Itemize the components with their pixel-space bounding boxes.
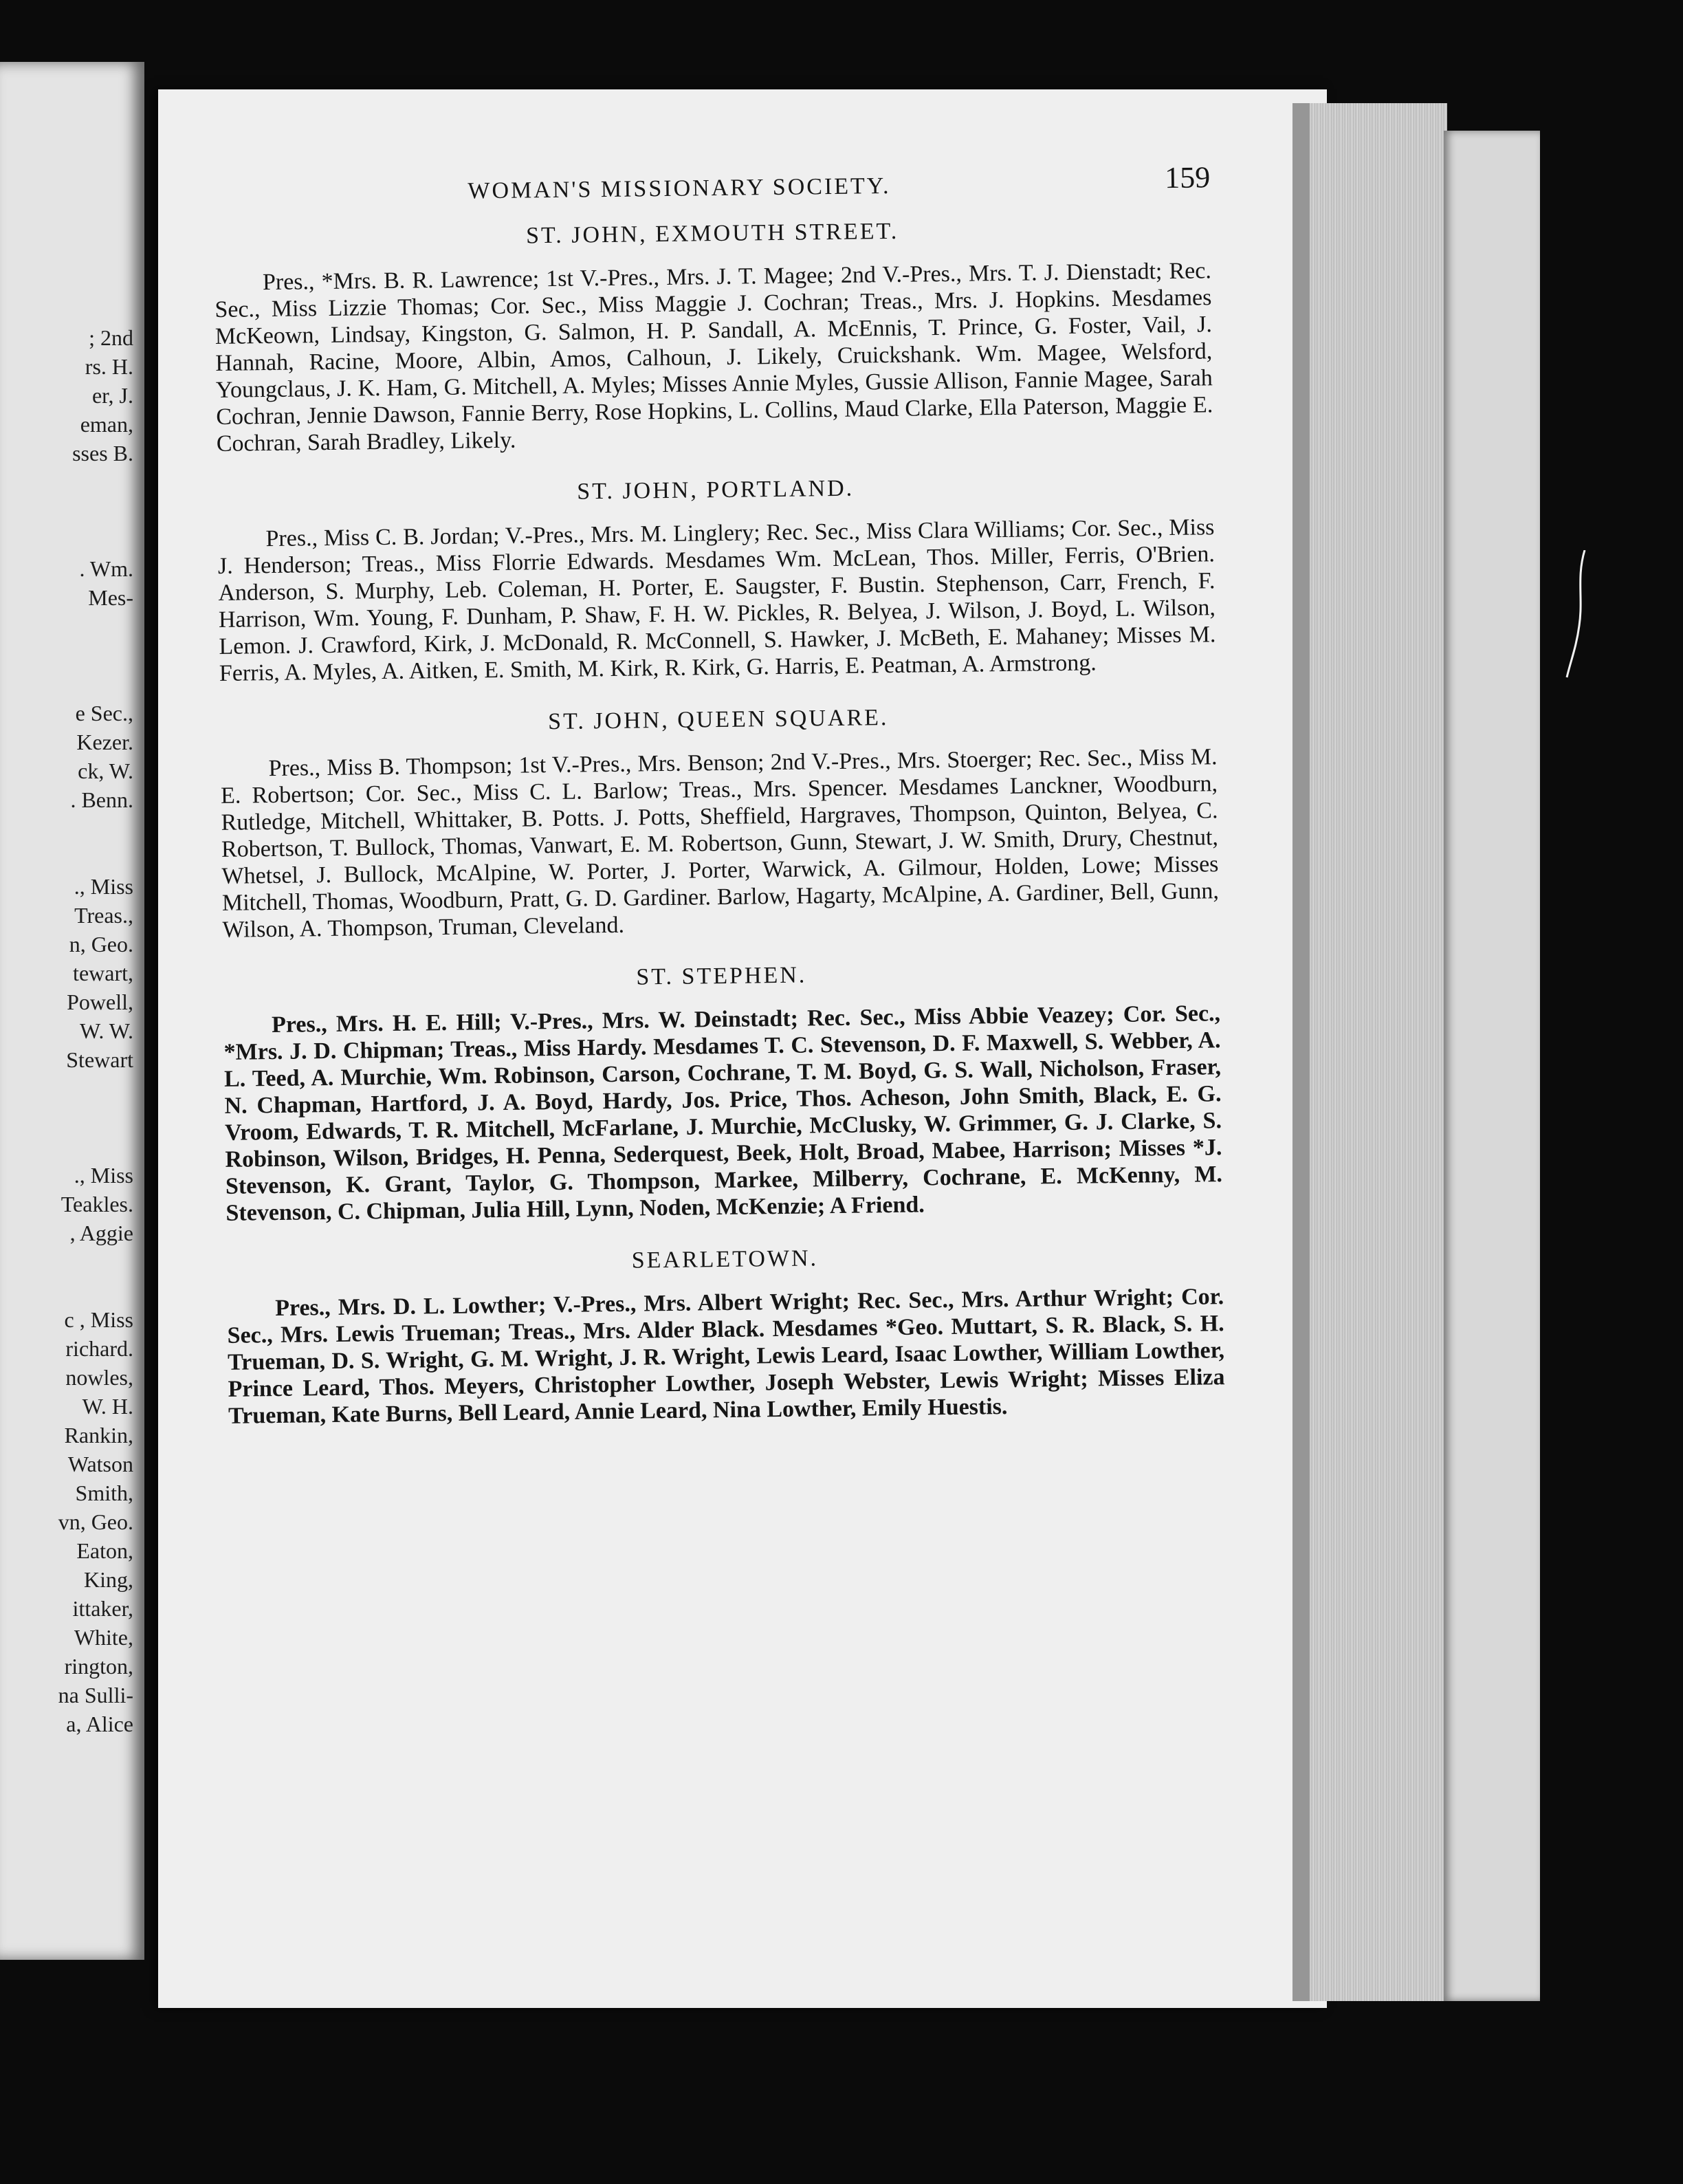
section-searletown bbox=[226, 1241, 1225, 1430]
previous-page-line: ittaker, bbox=[72, 1596, 133, 1621]
previous-page-line: eman, bbox=[80, 412, 133, 437]
previous-page-line: Rankin, bbox=[64, 1423, 133, 1448]
previous-page-fragment bbox=[0, 62, 144, 1960]
previous-page-line: c , Miss bbox=[64, 1307, 133, 1332]
section-heading: SEARLETOWN. bbox=[631, 1245, 819, 1274]
book-cover-edge bbox=[1444, 131, 1540, 2001]
previous-page-line: richard. bbox=[65, 1336, 133, 1361]
previous-page-line bbox=[0, 641, 133, 670]
previous-page-line: a, Alice bbox=[66, 1712, 133, 1736]
stray-ink-mark bbox=[1564, 550, 1592, 681]
previous-page-line: Stewart bbox=[66, 1047, 133, 1072]
previous-page-line: e Sec., bbox=[75, 701, 133, 725]
previous-page-line: nowles, bbox=[65, 1365, 133, 1390]
previous-page-line: sses B. bbox=[72, 441, 133, 466]
previous-page-line: Smith, bbox=[75, 1481, 133, 1505]
previous-page-line: ., Miss bbox=[74, 1163, 133, 1188]
previous-page-line bbox=[0, 1276, 133, 1305]
previous-page-line bbox=[0, 843, 133, 872]
previous-page-line: W. H. bbox=[82, 1394, 133, 1419]
previous-page-line bbox=[0, 1103, 133, 1132]
previous-page-line: n, Geo. bbox=[69, 932, 133, 957]
previous-page-line bbox=[0, 496, 133, 525]
previous-page-line: Kezer. bbox=[76, 730, 133, 754]
previous-page-line: Treas., bbox=[74, 903, 133, 928]
previous-page-line: White, bbox=[74, 1625, 133, 1650]
previous-page-line bbox=[0, 612, 133, 641]
previous-page-line bbox=[0, 1132, 133, 1161]
section-portland bbox=[217, 471, 1217, 687]
book-page-edges bbox=[1310, 103, 1447, 2001]
previous-page-line: er, J. bbox=[91, 383, 133, 408]
previous-page-line: W. W. bbox=[80, 1018, 133, 1043]
section-st-stephen bbox=[223, 957, 1222, 1227]
previous-page-line: Mes- bbox=[88, 585, 133, 610]
previous-page-line: Watson bbox=[67, 1452, 133, 1476]
previous-page-line bbox=[0, 468, 133, 496]
section-heading: ST. STEPHEN. bbox=[636, 962, 807, 990]
page-number: 159 bbox=[1164, 160, 1211, 195]
previous-page-line bbox=[0, 670, 133, 699]
previous-page-line: na Sulli- bbox=[58, 1683, 133, 1707]
previous-page-line: King, bbox=[84, 1567, 133, 1592]
previous-page-line: Powell, bbox=[67, 990, 133, 1014]
running-title: WOMAN'S MISSIONARY SOCIETY. bbox=[468, 173, 891, 204]
section-heading: ST. JOHN, QUEEN SQUARE. bbox=[547, 705, 889, 735]
section-heading: ST. JOHN, EXMOUTH STREET. bbox=[525, 218, 899, 249]
section-membership-list: Pres., Miss B. Thompson; 1st V.-Pres., Mrs. Benson; 2nd V.-Pres., Mrs. Stoerger; Rec. Sec., Miss M. E. Robertson; Cor. Sec., Miss C. L. Barlow; Treas., Mrs. Spencer. Mesdames Lanckner, Woodburn, Rutledge, Mitchell, Whittaker, B. Potts. J. Potts, Sheffield, Hargraves, Thompson, Quinton, Belyea, C. Robertson, T. Bullock, Thomas, Vanwart, E. M. Robertson, Gunn, Stewart, J. W. Smith, Drury, Chestnut, Whetsel, J. Bullock, McAlpine, W. Porter, J. Porter, Warwick, A. Gilmour, Holden, Lowe; Misses Mitchell, Thomas, Woodburn, Pratt, G. D. Gardiner. Barlow, Hagarty, McAlpine, A. Gardiner, Bell, Gunn, Wilson, A. Thompson, Truman, Cleveland. bbox=[220, 744, 1220, 943]
previous-page-line bbox=[0, 1247, 133, 1276]
section-membership-list: Pres., Mrs. D. L. Lowther; V.-Pres., Mrs. Albert Wright; Rec. Sec., Mrs. Arthur Wright; Cor. Sec., Mrs. Lewis Trueman; Treas., Mrs. Alder Black. Mesdames *Geo. Muttart, S. R. Black, S. H. Trueman, D. S. Wright, G. M. Wright, J. R. Wright, Lewis Leard, Isaac Lowther, William Lowther, Prince Leard, Thos. Meyers, Christopher Lowther, Joseph Webster, Lewis Wright; Misses Eliza Trueman, Kate Burns, Bell Leard, Annie Leard, Nina Lowther, Emily Huestis. bbox=[227, 1284, 1225, 1429]
previous-page-text bbox=[0, 323, 133, 1738]
previous-page-line: rington, bbox=[64, 1654, 133, 1679]
previous-page-line bbox=[0, 525, 133, 554]
previous-page-line bbox=[0, 1074, 133, 1103]
page-text-block bbox=[213, 160, 1226, 1456]
previous-page-line: rs. H. bbox=[85, 354, 133, 379]
previous-page-line: . Wm. bbox=[79, 556, 133, 581]
section-queen-square bbox=[220, 701, 1220, 943]
section-exmouth-street bbox=[214, 215, 1213, 457]
previous-page-line: ., Miss bbox=[74, 874, 133, 899]
section-membership-list: Pres., *Mrs. B. R. Lawrence; 1st V.-Pres., Mrs. J. T. Magee; 2nd V.-Pres., Mrs. T. J. Dienstadt; Rec. Sec., Miss Lizzie Thomas; Cor. Sec., Miss Maggie J. Cochran; Treas., Mrs. J. Hopkins. Mesdames McKeown, Lindsay, Kingston, G. Salmon, H. P. Sandall, A. McEnnis, T. Prince, G. Foster, Vail, J. Hannah, Racine, Moore, Albin, Amos, Calhoun, J. Likely, Cruickshank. Wm. Magee, Welsford, Youngclaus, J. K. Ham, G. Mitchell, A. Myles; Misses Annie Myles, Gussie Allison, Fannie Magee, Sarah Cochran, Jennie Dawson, Fannie Berry, Rose Hopkins, L. Collins, Maud Clarke, Ella Paterson, Maggie E. Cochran, Sarah Bradley, Likely. bbox=[214, 258, 1213, 457]
section-heading: ST. JOHN, PORTLAND. bbox=[577, 475, 855, 505]
previous-page-line: , Aggie bbox=[69, 1221, 133, 1245]
previous-page-line: Teakles. bbox=[60, 1192, 133, 1216]
section-membership-list: Pres., Mrs. H. E. Hill; V.-Pres., Mrs. W. Deinstadt; Rec. Sec., Miss Abbie Veazey; Cor. Sec., *Mrs. J. D. Chipman; Treas., Miss Hardy. Mesdames T. C. Stevenson, D. F. Maxwell, S. Webber, A. L. Teed, A. Murchie, Wm. Robinson, Carson, Cochrane, T. M. Boyd, G. S. Wall, Nicholson, Fraser, N. Chapman, Hartford, J. A. Boyd, Hardy, Jos. Price, Thos. Acheson, John Smith, Black, E. G. Vroom, Edwards, T. R. Mitchell, McFarlane, J. Murchie, McClusky, W. Grimmer, G. J. Clarke, S. Robinson, Wilson, Bridges, H. Penna, Sederquest, Beek, Holt, Broad, Mabee, Harrison; Misses *J. Stevenson, K. Grant, Taylor, G. Thompson, Markee, Milberry, Cochrane, E. McKenny, M. Stevenson, C. Chipman, Julia Hill, Lynn, Noden, McKenzie; A Friend. bbox=[223, 1001, 1223, 1226]
previous-page-line: tewart, bbox=[73, 961, 133, 985]
previous-page-line: . Benn. bbox=[70, 787, 133, 812]
section-membership-list: Pres., Miss C. B. Jordan; V.-Pres., Mrs. M. Linglery; Rec. Sec., Miss Clara Williams; Cor. Sec., Miss J. Henderson; Treas., Miss Florrie Edwards. Mesdames Wm. McLean, Thos. Miller, Ferris, O'Brien. Anderson, S. Murphy, Leb. Coleman, H. Porter, E. Saugster, F. Bustin. Stephenson, Carr, French, F. Harrison, Wm. Young, F. Dunham, P. Shaw, F. H. W. Pickles, R. Belyea, J. Wilson, J. Boyd, L. Wilson, Lemon. J. Crawford, Kirk, J. McDonald, R. McConnell, S. Hawker, J. McBeth, E. Mahaney; Misses M. Ferris, A. Myles, A. Aitken, E. Smith, M. Kirk, R. Kirk, G. Harris, E. Peatman, A. Armstrong. bbox=[217, 514, 1216, 686]
previous-page-line: ck, W. bbox=[78, 758, 133, 783]
previous-page-line: vn, Geo. bbox=[58, 1509, 133, 1534]
previous-page-line: Eaton, bbox=[76, 1538, 133, 1563]
previous-page-line: ; 2nd bbox=[89, 325, 133, 350]
previous-page-line bbox=[0, 814, 133, 843]
